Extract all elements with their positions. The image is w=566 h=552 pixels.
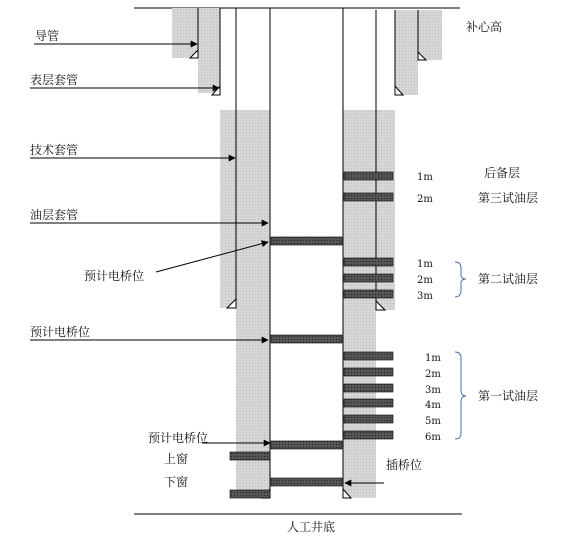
layer-label: 2m <box>417 275 433 286</box>
layer-label: 5m <box>425 416 441 427</box>
label-kelly-bushing-height: 补心高 <box>466 20 503 34</box>
perf-second-3 <box>344 290 393 298</box>
zone-braces <box>455 262 466 439</box>
layer-label: 1m <box>417 172 433 183</box>
callout-arrows <box>30 44 384 483</box>
perf-first-4 <box>344 399 393 407</box>
label-artificial-bottom: 人工井底 <box>287 520 336 534</box>
label-bridge-plug-planned-3: 预计电桥位 <box>148 431 209 445</box>
cement-tech-left <box>220 110 236 308</box>
zone-name-third: 第三试油层 <box>478 191 539 205</box>
layer-label: 1m <box>425 353 441 364</box>
zone-name-second: 第二试油层 <box>478 272 539 286</box>
layer-label: 4m <box>425 400 441 411</box>
label-bridge-plug-planned-2: 预计电桥位 <box>30 325 91 339</box>
perf-first-6 <box>344 431 393 439</box>
perf-third-1 <box>344 193 393 201</box>
perf-first-2 <box>344 368 393 376</box>
layer-label: 6m <box>425 432 441 443</box>
label-surface-casing: 表层套管 <box>30 73 79 87</box>
perf-first-5 <box>344 415 393 423</box>
cement-conductor-left <box>172 8 198 58</box>
layer-label: 2m <box>425 369 441 380</box>
cement-prod-right <box>343 110 376 498</box>
label-technical-casing: 技术套管 <box>30 143 79 157</box>
layer-label: 2m <box>417 194 433 205</box>
label-production-casing: 油层套管 <box>30 208 79 222</box>
insert-bridge-plug <box>271 478 342 486</box>
perf-backup-1 <box>344 172 393 180</box>
layer-label: 3m <box>417 291 433 302</box>
perf-second-1 <box>344 258 393 266</box>
cement-surface-right <box>395 10 418 95</box>
layer-label: 3m <box>425 385 441 396</box>
lower-window-bar <box>230 490 270 498</box>
cement-prod-left <box>236 110 270 498</box>
label-insert-bridge: 插桥位 <box>386 458 423 472</box>
label-bridge-plug-planned-1: 预计电桥位 <box>84 269 145 283</box>
perf-first-1 <box>344 352 393 360</box>
zone-name-backup: 后备层 <box>484 166 521 180</box>
upper-window-bar <box>230 452 270 460</box>
label-lower-window: 下窗 <box>164 475 189 489</box>
bridge-plug-1 <box>271 237 342 245</box>
cement-surface-left <box>198 8 220 93</box>
zone-name-first: 第一试油层 <box>478 389 539 403</box>
layer-label: 1m <box>417 259 433 270</box>
cement-conductor-right <box>418 10 442 60</box>
bridge-plug-2 <box>271 335 342 343</box>
bridge-plug-3 <box>271 441 342 449</box>
label-upper-window: 上窗 <box>164 452 189 466</box>
label-conductor: 导管 <box>35 29 60 43</box>
perf-first-3 <box>344 384 393 392</box>
perf-second-2 <box>344 274 393 282</box>
